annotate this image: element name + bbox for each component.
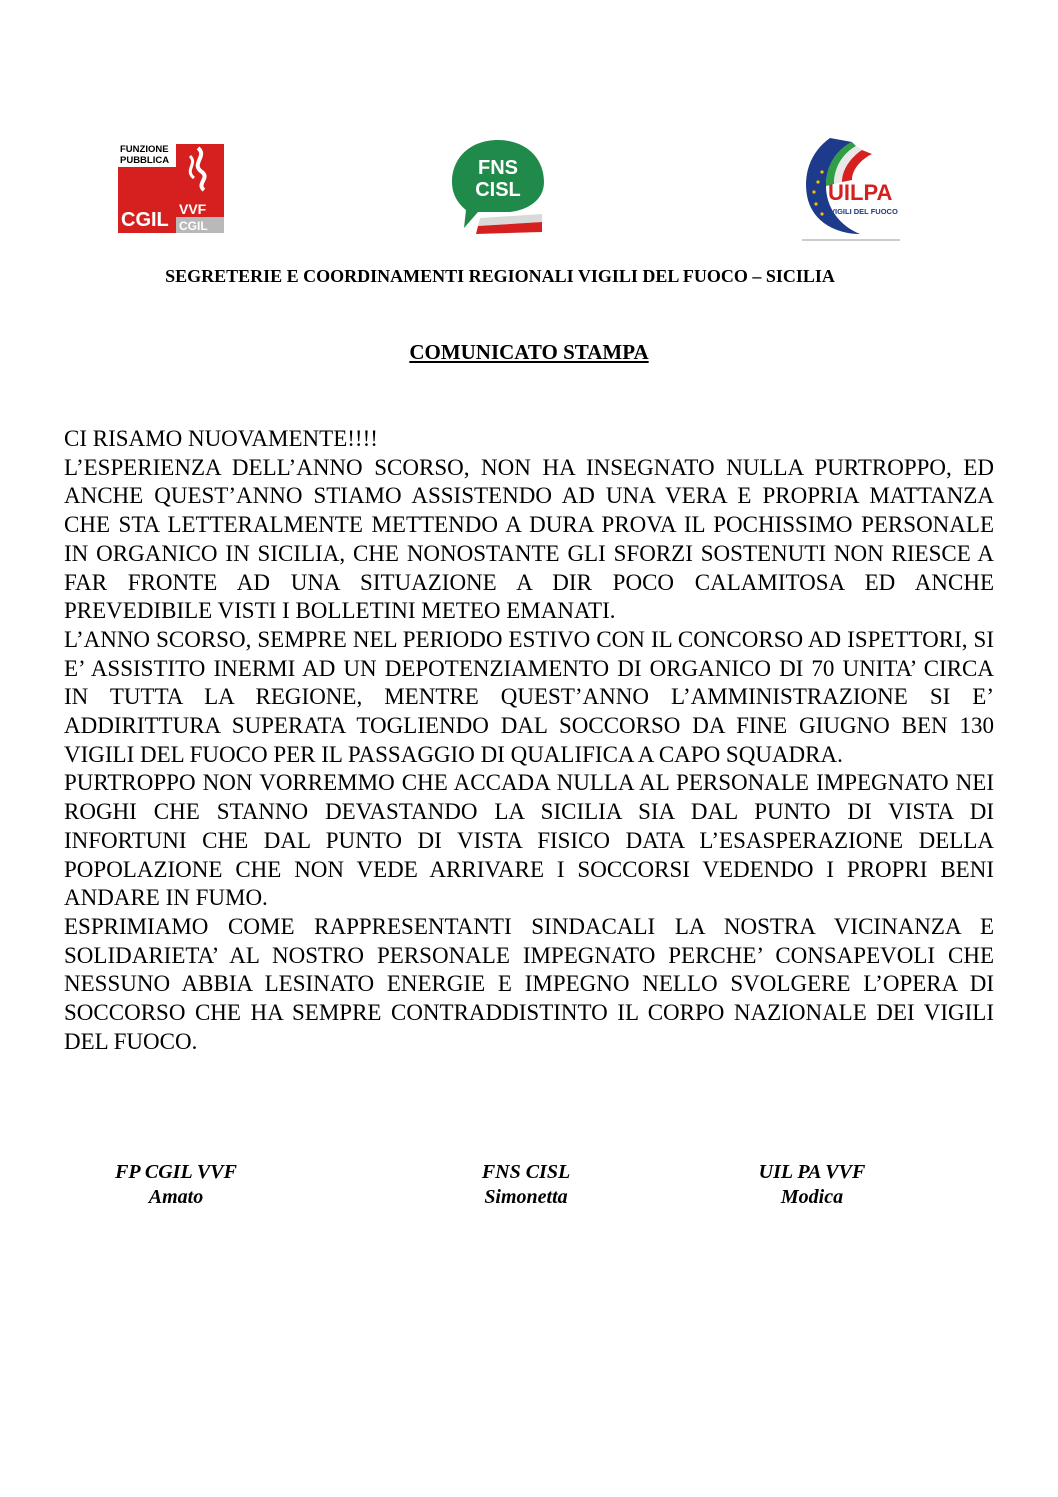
uil-logo-main: UILPA bbox=[828, 180, 893, 205]
cgil-logo-side: VVF bbox=[179, 201, 207, 217]
signature-name: Amato bbox=[148, 1186, 204, 1208]
signature-org: UIL PA VVF bbox=[758, 1161, 866, 1183]
cisl-logo-line2: CISL bbox=[475, 179, 521, 201]
paragraph: ESPRIMIAMO COME RAPPRESENTANTI SINDACALI LA NOSTRA VICINANZA E SOLIDARIETA’ AL NOSTRO PERSONALE IMPEGNATO PERCHE’ CONSAPEVOLI CHE NESSUNO ABBIA LESINATO ENERGIE E IMPEGNO NELLO SVOLGERE L’OPERA DI SOCCORSO CHE HA SEMPRE CONTRADDISTINTO IL CORPO NAZIONALE DEI VIGILI DEL FUOCO. bbox=[64, 913, 994, 1054]
cisl-logo-line1: FNS bbox=[478, 157, 518, 179]
cgil-logo-line1: FUNZIONE bbox=[120, 144, 169, 155]
paragraph: CI RISAMO NUOVAMENTE!!!! bbox=[64, 426, 378, 451]
cgil-logo-main: CGIL bbox=[121, 209, 169, 231]
cgil-vvf-logo bbox=[118, 134, 226, 234]
document-title: COMUNICATO STAMPA bbox=[409, 340, 649, 364]
paragraph: L’ESPERIENZA DELL’ANNO SCORSO, NON HA INSEGNATO NULLA PURTROPPO, ED ANCHE QUEST’ANNO STIAMO ASSISTENDO AD UNA VERA E PROPRIA MATTANZA CHE STA LETTERALMENTE METTENDO A DURA PROVA IL POCHISSIMO PERSONALE IN ORGANICO IN SICILIA, CHE NONOSTANTE GLI SFORZI SOSTENUTI NON RIESCE A FAR FRONTE AD UNA SITUAZIONE A DIR POCO CALAMITOSA ED ANCHE PREVEDIBILE VISTI I BOLLETINI METEO EMANATI. bbox=[64, 454, 994, 624]
signature-name: Modica bbox=[780, 1186, 844, 1208]
signature-uil bbox=[732, 1160, 892, 1210]
cgil-logo-line2: PUBBLICA bbox=[120, 155, 170, 166]
uil-logo-sub: VIGILI DEL FUOCO bbox=[830, 207, 898, 216]
fns-cisl-logo bbox=[450, 138, 546, 236]
paragraph: L’ANNO SCORSO, SEMPRE NEL PERIODO ESTIVO CON IL CONCORSO AD ISPETTORI, SI E’ ASSISTITO INERMI AD UN DEPOTENZIAMENTO DI ORGANICO DI 70 UNITA’ CIRCA IN TUTTA LA REGIONE, MENTRE QUEST’ANNO L’AMMINISTRAZIONE SI E’ ADDIRITTURA SUPERATA TOGLIENDO DAL SOCCORSO DA FINE GIUGNO BEN 130 VIGILI DEL FUOCO PER IL PASSAGGIO DI QUALIFICA A CAPO SQUADRA. bbox=[64, 626, 994, 767]
signature-org: FNS CISL bbox=[481, 1161, 571, 1183]
signature-org: FP CGIL VVF bbox=[115, 1161, 237, 1183]
document-header: SEGRETERIE E COORDINAMENTI REGIONALI VIGILI DEL FUOCO – SICILIA bbox=[165, 266, 835, 286]
signature-name: Simonetta bbox=[484, 1186, 568, 1208]
signature-cgil bbox=[96, 1160, 256, 1210]
paragraph: PURTROPPO NON VORREMMO CHE ACCADA NULLA AL PERSONALE IMPEGNATO NEI ROGHI CHE STANNO DEVASTANDO LA SICILIA SIA DAL PUNTO DI VISTA DI INFORTUNI CHE DAL PUNTO DI VISTA FISICO DATA L’ESASPERAZIONE DELLA POPOLAZIONE CHE NON VEDE ARRIVARE I SOCCORSI VEDENDO I PROPRI BENI ANDARE IN FUMO. bbox=[64, 770, 994, 911]
document-body bbox=[64, 425, 994, 1056]
signature-cisl bbox=[446, 1160, 606, 1210]
uilpa-vvf-logo bbox=[800, 132, 902, 242]
cgil-logo-side2: CGIL bbox=[179, 219, 208, 233]
